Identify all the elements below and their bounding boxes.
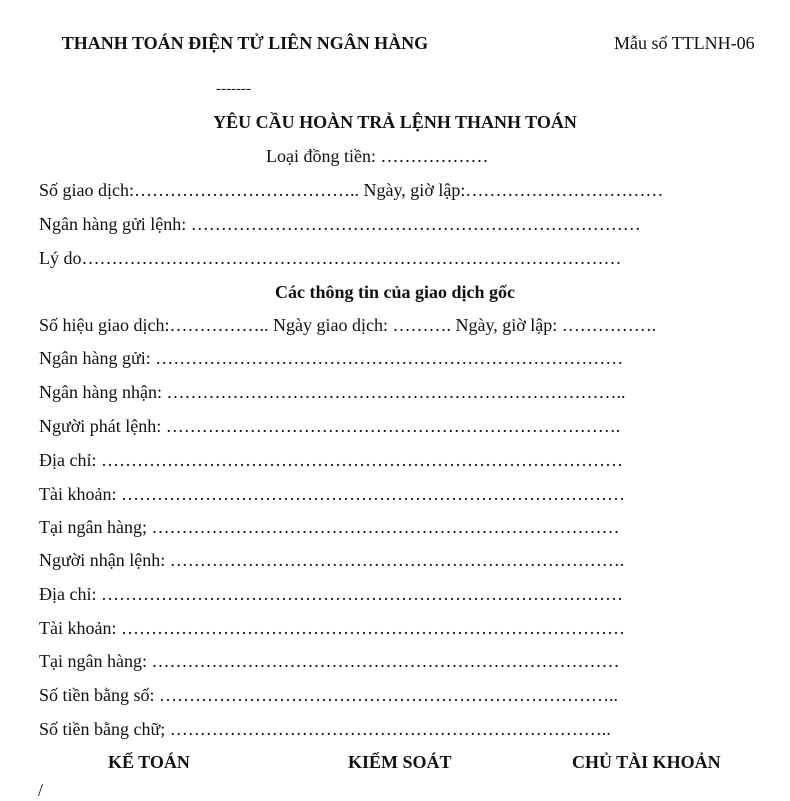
signature-accountant: KẾ TOÁN (108, 752, 190, 772)
field-transaction-number: Số giao dịch:……………………………….. Ngày, giờ lập:…………………………… (39, 180, 664, 200)
field-payer: Người phát lệnh: …………………………………………………………………. (39, 416, 621, 436)
field-original-receiving-bank: Ngân hàng nhận: ………………………………………………………………….. (39, 382, 626, 402)
field-payee-address: Địa chỉ: …………………………………………………………………………… (39, 584, 623, 604)
field-payer-bank: Tại ngân hàng; …………………………………………………………………… (39, 517, 620, 537)
field-original-sending-bank: Ngân hàng gửi: …………………………………………………………………… (39, 348, 624, 368)
signature-account-owner: CHỦ TÀI KHOẢN (572, 752, 721, 772)
currency-line: Loại đồng tiền: ……………… (266, 146, 489, 166)
field-amount-number: Số tiền bằng số: ………………………………………………………………….. (39, 685, 618, 705)
field-amount-words: Số tiền bằng chữ; ……………………………………………………………….. (39, 719, 611, 739)
footer-mark: / (38, 780, 44, 800)
field-payer-address: Địa chỉ: …………………………………………………………………………… (39, 450, 623, 470)
header-organization: THANH TOÁN ĐIỆN TỬ LIÊN NGÂN HÀNG (61, 33, 429, 53)
field-original-transaction-id: Số hiệu giao dịch:…………….. Ngày giao dịch: ………. Ngày, giờ lập: ……………. (39, 315, 657, 335)
field-sending-bank: Ngân hàng gửi lệnh: ………………………………………………………………… (39, 214, 641, 234)
form-code: Mẫu số TTLNH-06 (614, 33, 755, 53)
section-title: Các thông tin của giao dịch gốc (274, 282, 515, 302)
field-payee-bank: Tại ngân hàng: …………………………………………………………………… (39, 651, 620, 671)
field-reason: Lý do……………………………………………………………………………… (39, 248, 622, 268)
signature-controller: KIỂM SOÁT (348, 752, 452, 772)
form-title: YÊU CẦU HOÀN TRẢ LỆNH THANH TOÁN (213, 112, 577, 132)
field-payee: Người nhận lệnh: …………………………………………………………………. (39, 550, 625, 570)
header-separator: ------- (216, 81, 251, 97)
field-payee-account: Tài khoản: ………………………………………………………………………… (39, 618, 625, 638)
field-payer-account: Tài khoản: ………………………………………………………………………… (39, 484, 625, 504)
